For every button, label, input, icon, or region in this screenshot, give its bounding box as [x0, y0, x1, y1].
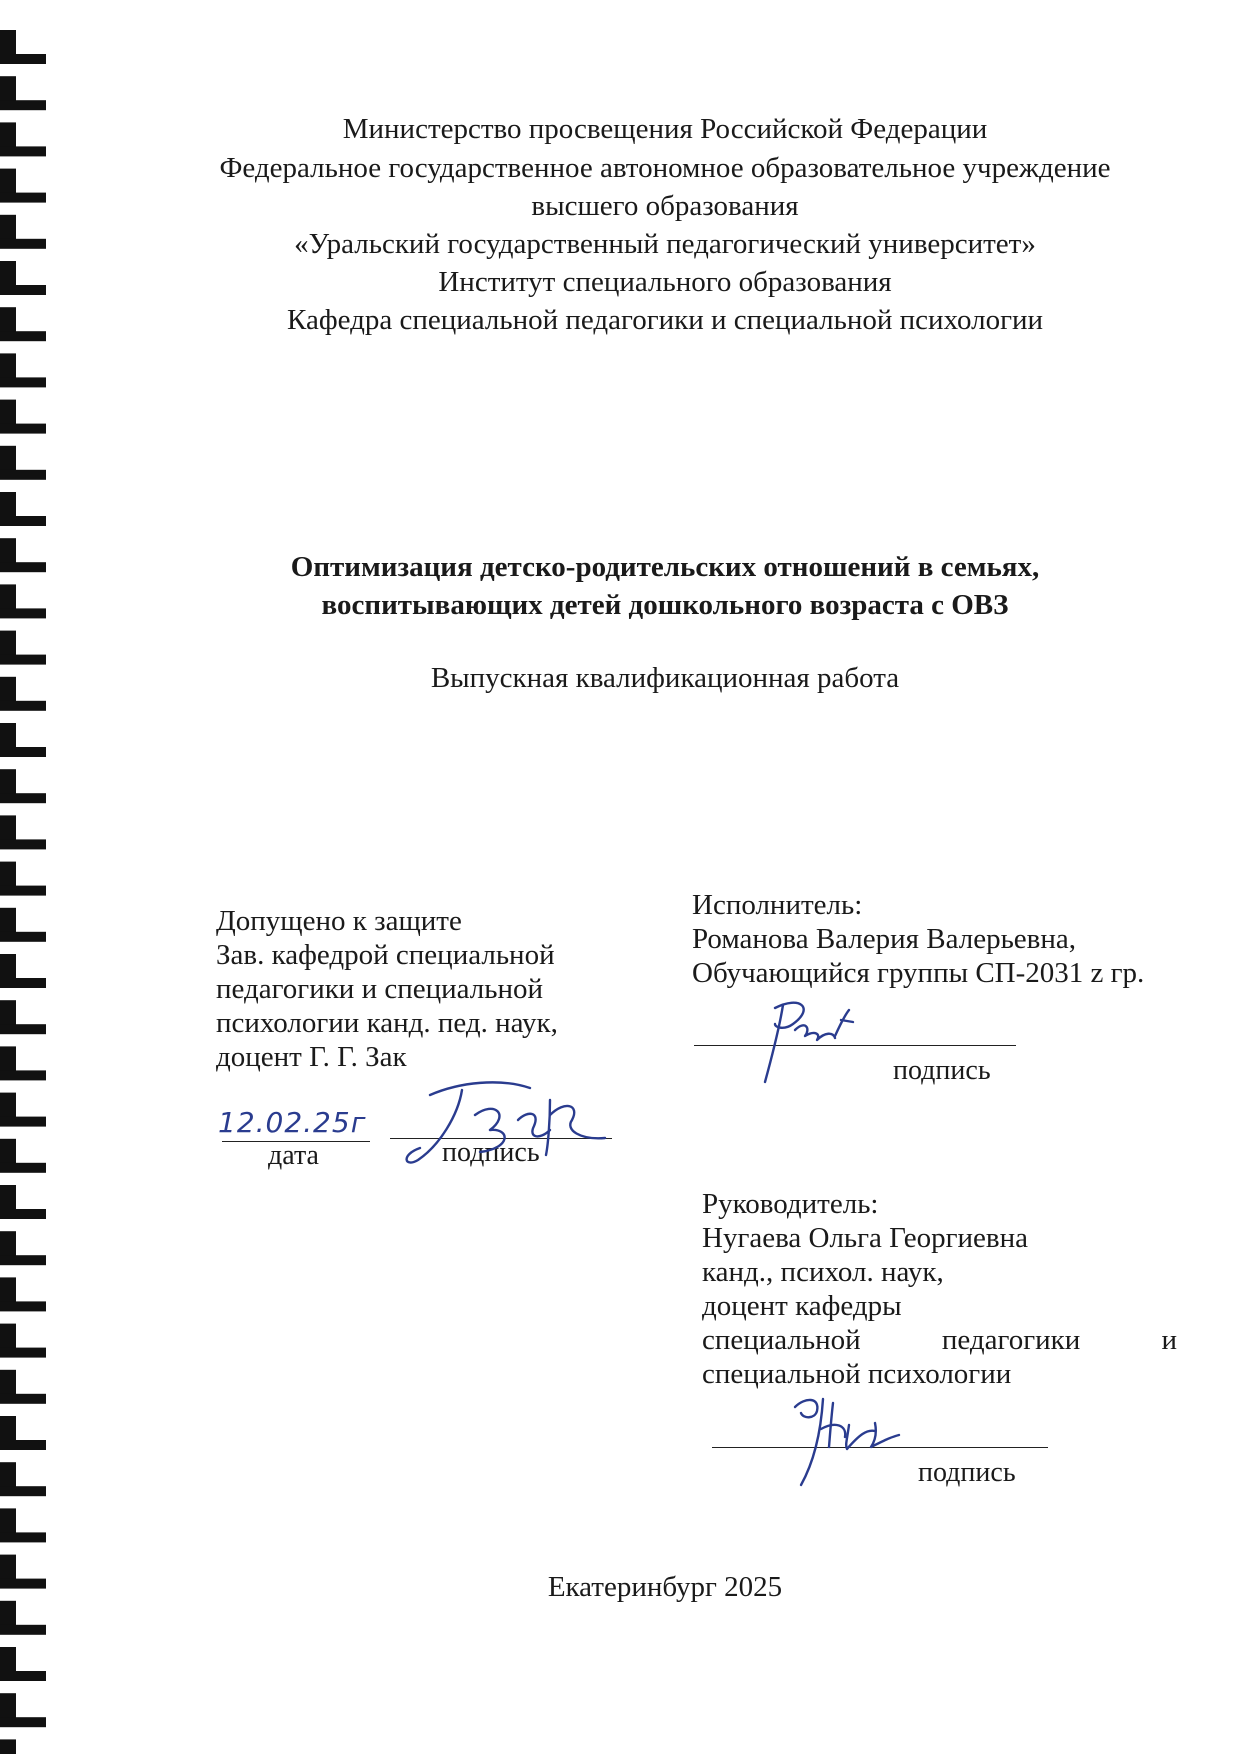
- executor-name: Романова Валерия Валерьевна,: [692, 923, 1076, 955]
- supervisor-name: Нугаева Ольга Георгиевна: [702, 1222, 1028, 1254]
- supervisor-dept-word: и: [1161, 1324, 1177, 1356]
- supervisor-signature-caption: подпись: [918, 1457, 1016, 1488]
- ministry-name: Министерство просвещения Российской Федерации: [342, 113, 988, 145]
- admission-line: Зав. кафедрой специальной: [216, 939, 555, 971]
- supervisor-signature: [775, 1385, 905, 1495]
- executor-label: Исполнитель:: [692, 889, 863, 921]
- admission-signature-caption: подпись: [442, 1137, 540, 1168]
- department-name: Кафедра специальной педагогики и специальной психологии: [287, 304, 1043, 336]
- admission-line: Допущено к защите: [216, 905, 462, 937]
- binding-strip: [0, 0, 90, 1754]
- admission-signature: [400, 1060, 620, 1180]
- handwritten-date: 12.02.25г: [218, 1106, 367, 1139]
- institute-name: Институт специального образования: [438, 266, 892, 298]
- supervisor-degree: канд., психол. наук,: [702, 1256, 944, 1288]
- executor-group: Обучающийся группы СП-2031 z гр.: [692, 957, 1145, 989]
- admission-line: доцент Г. Г. Зак: [216, 1041, 407, 1073]
- city-year: Екатеринбург 2025: [547, 1571, 783, 1603]
- executor-signature: [745, 990, 865, 1090]
- supervisor-block: [702, 1187, 1177, 1391]
- executor-block: [692, 888, 1144, 990]
- institution-line-2: высшего образования: [531, 190, 799, 222]
- supervisor-label: Руководитель:: [702, 1188, 879, 1220]
- supervisor-dept-word: педагогики: [941, 1324, 1081, 1356]
- executor-signature-caption: подпись: [893, 1055, 991, 1086]
- thesis-title-line-1: Оптимизация детско-родительских отношений в семьях,: [290, 551, 1040, 583]
- supervisor-department-line-2: специальной психологии: [702, 1358, 1012, 1390]
- thesis-title-line-2: воспитывающих детей дошкольного возраста с ОВЗ: [321, 589, 1009, 621]
- institution-line-1: Федеральное государственное автономное образовательное учреждение: [219, 152, 1111, 184]
- supervisor-position: доцент кафедры: [702, 1290, 902, 1322]
- date-caption: дата: [268, 1140, 319, 1171]
- supervisor-department-line: [702, 1323, 1177, 1357]
- supervisor-dept-word: специальной: [702, 1324, 861, 1356]
- work-type: Выпускная квалификационная работа: [430, 662, 900, 694]
- admission-block: [216, 904, 558, 1074]
- admission-line: психологии канд. пед. наук,: [216, 1007, 558, 1039]
- admission-line: педагогики и специальной: [216, 973, 544, 1005]
- university-name: «Уральский государственный педагогический университет»: [294, 228, 1036, 260]
